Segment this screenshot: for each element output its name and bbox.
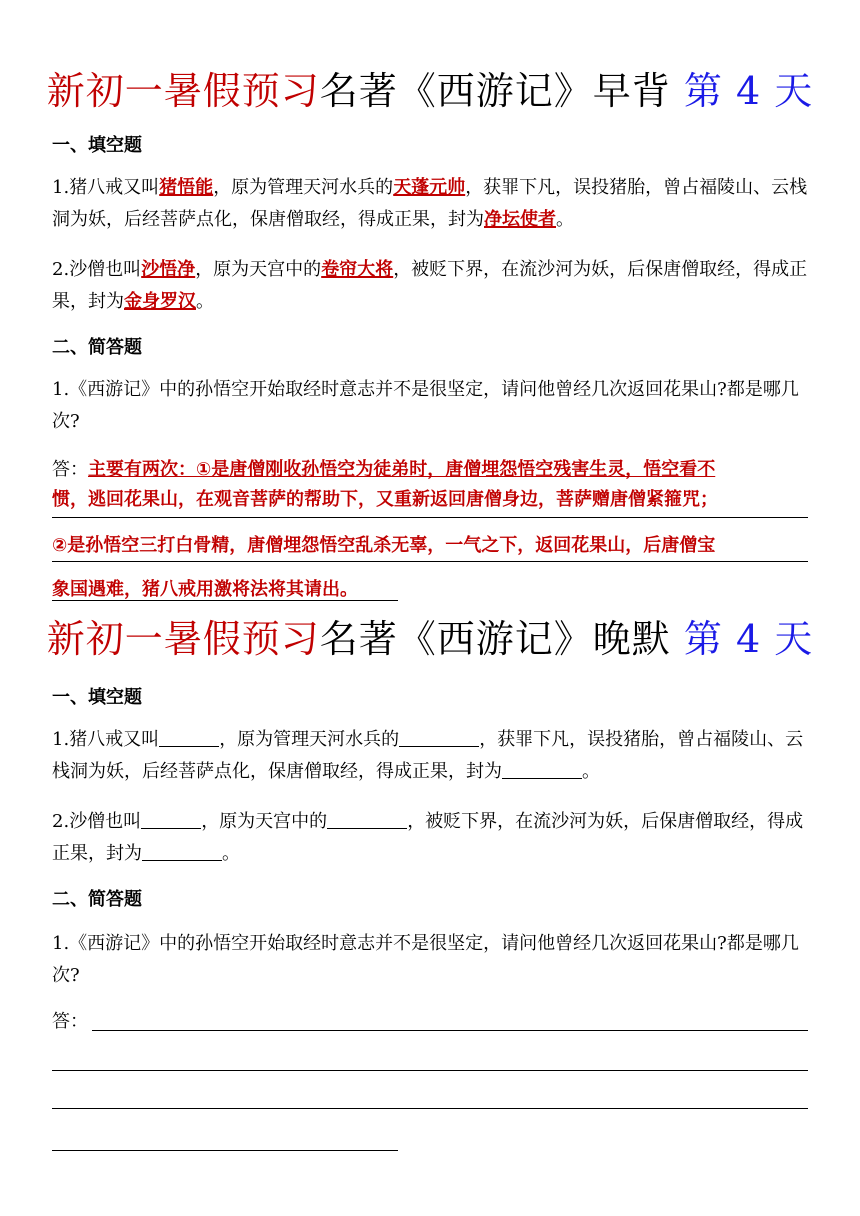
eq1-number: 1. xyxy=(52,729,70,750)
evening-section-short-answer: 二、简答题 xyxy=(52,889,142,910)
morning-answer-text-4: 象国遇难，猪八戒用激将法将其请出。 xyxy=(52,579,358,600)
answer-underline-3 xyxy=(52,561,808,562)
q1-text-4: 。 xyxy=(556,209,574,230)
evening-answer-label: 答： xyxy=(52,1011,88,1032)
eq2-text-1: 沙僧也叫 xyxy=(69,811,142,832)
eq1-text-2: ，原为管理天河水兵的 xyxy=(219,729,400,750)
q1-answer-2: 天蓬元帅 xyxy=(393,177,466,198)
evening-section-fill-blank: 一、填空题 xyxy=(52,687,142,708)
eq1-blank-1[interactable] xyxy=(159,726,219,747)
q2-answer-2: 卷帘大将 xyxy=(321,259,394,280)
morning-answer-label: 答： xyxy=(52,459,88,480)
morning-section-short-answer: 二、简答题 xyxy=(52,337,142,358)
q1-number: 1. xyxy=(52,177,70,198)
evening-answer-line-3[interactable] xyxy=(52,1108,808,1109)
eq2-blank-2[interactable] xyxy=(327,808,407,829)
morning-title xyxy=(0,66,860,116)
evening-answer-line-4[interactable] xyxy=(52,1150,398,1151)
eq1-text-3: ，获罪下凡，误投猪胎，曾占福陵山、云栈洞为妖，后经菩萨点化，保唐僧取经，得成正果，封为 xyxy=(52,729,804,782)
morning-answer-text-2: 惯，逃回花果山，在观音菩萨的帮助下，又重新返回唐僧身边，菩萨赠唐僧紧箍咒； xyxy=(52,489,718,510)
morning-answer-line-1 xyxy=(52,456,808,484)
evening-title-red: 新初一暑假预习 xyxy=(46,617,320,661)
q2-text-2: ，原为天宫中的 xyxy=(195,259,322,280)
evening-title xyxy=(0,614,860,664)
answer-underline-2 xyxy=(52,517,808,518)
eq2-text-2: ，原为天宫中的 xyxy=(201,811,328,832)
eq2-blank-1[interactable] xyxy=(141,808,201,829)
evening-question-2 xyxy=(52,806,808,870)
evening-question-3: 1.《西游记》中的孙悟空开始取经时意志并不是很坚定，请问他曾经几次返回花果山?都是哪几次? xyxy=(52,933,799,986)
q1-text-2: ，原为管理天河水兵的 xyxy=(213,177,394,198)
morning-answer-text-3: ②是孙悟空三打白骨精，唐僧埋怨悟空乱杀无辜，一气之下，返回花果山，后唐僧宝 xyxy=(52,535,716,556)
eq2-text-4: 。 xyxy=(222,843,240,864)
eq1-text-1: 猪八戒又叫 xyxy=(69,729,160,750)
evening-answer-line-1[interactable] xyxy=(92,1030,808,1031)
q2-number: 2. xyxy=(52,259,70,280)
eq2-number: 2. xyxy=(52,811,70,832)
morning-question-3: 1.《西游记》中的孙悟空开始取经时意志并不是很坚定，请问他曾经几次返回花果山?都是哪几次? xyxy=(52,379,799,432)
eq1-blank-3[interactable] xyxy=(502,758,582,779)
q1-answer-1: 猪悟能 xyxy=(159,177,214,198)
morning-title-black: 名著《西游记》早背 xyxy=(319,69,671,113)
morning-question-1 xyxy=(52,172,808,236)
q1-answer-3: 净坛使者 xyxy=(484,209,556,230)
q2-answer-1: 沙悟净 xyxy=(141,259,196,280)
eq1-text-4: 。 xyxy=(582,761,600,782)
q1-text-3: ，获罪下凡，误投猪胎，曾占福陵山、云栈洞为妖，后经菩萨点化，保唐僧取经，得成正果，封为 xyxy=(52,177,808,230)
evening-title-day: 第 4 天 xyxy=(683,617,814,661)
evening-title-black: 名著《西游记》晚默 xyxy=(319,617,671,661)
q2-text-4: 。 xyxy=(196,291,214,312)
answer-underline-4 xyxy=(52,600,398,601)
morning-title-red: 新初一暑假预习 xyxy=(46,69,320,113)
q2-text-3: ，被贬下界，在流沙河为妖，后保唐僧取经，得成正果，封为 xyxy=(52,259,808,312)
evening-answer-line-2[interactable] xyxy=(52,1070,808,1071)
q1-text-1: 猪八戒又叫 xyxy=(69,177,160,198)
evening-question-1 xyxy=(52,724,808,788)
eq2-text-3: ，被贬下界，在流沙河为妖，后保唐僧取经，得成正果，封为 xyxy=(52,811,804,864)
morning-title-day: 第 4 天 xyxy=(683,69,814,113)
q2-answer-3: 金身罗汉 xyxy=(124,291,196,312)
eq2-blank-3[interactable] xyxy=(142,840,222,861)
morning-section-fill-blank: 一、填空题 xyxy=(52,135,142,156)
q2-text-1: 沙僧也叫 xyxy=(69,259,142,280)
morning-question-2 xyxy=(52,254,808,318)
morning-answer-text-1: 主要有两次：①是唐僧刚收孙悟空为徒弟时，唐僧埋怨悟空残害生灵，悟空看不 xyxy=(88,459,716,480)
eq1-blank-2[interactable] xyxy=(399,726,479,747)
